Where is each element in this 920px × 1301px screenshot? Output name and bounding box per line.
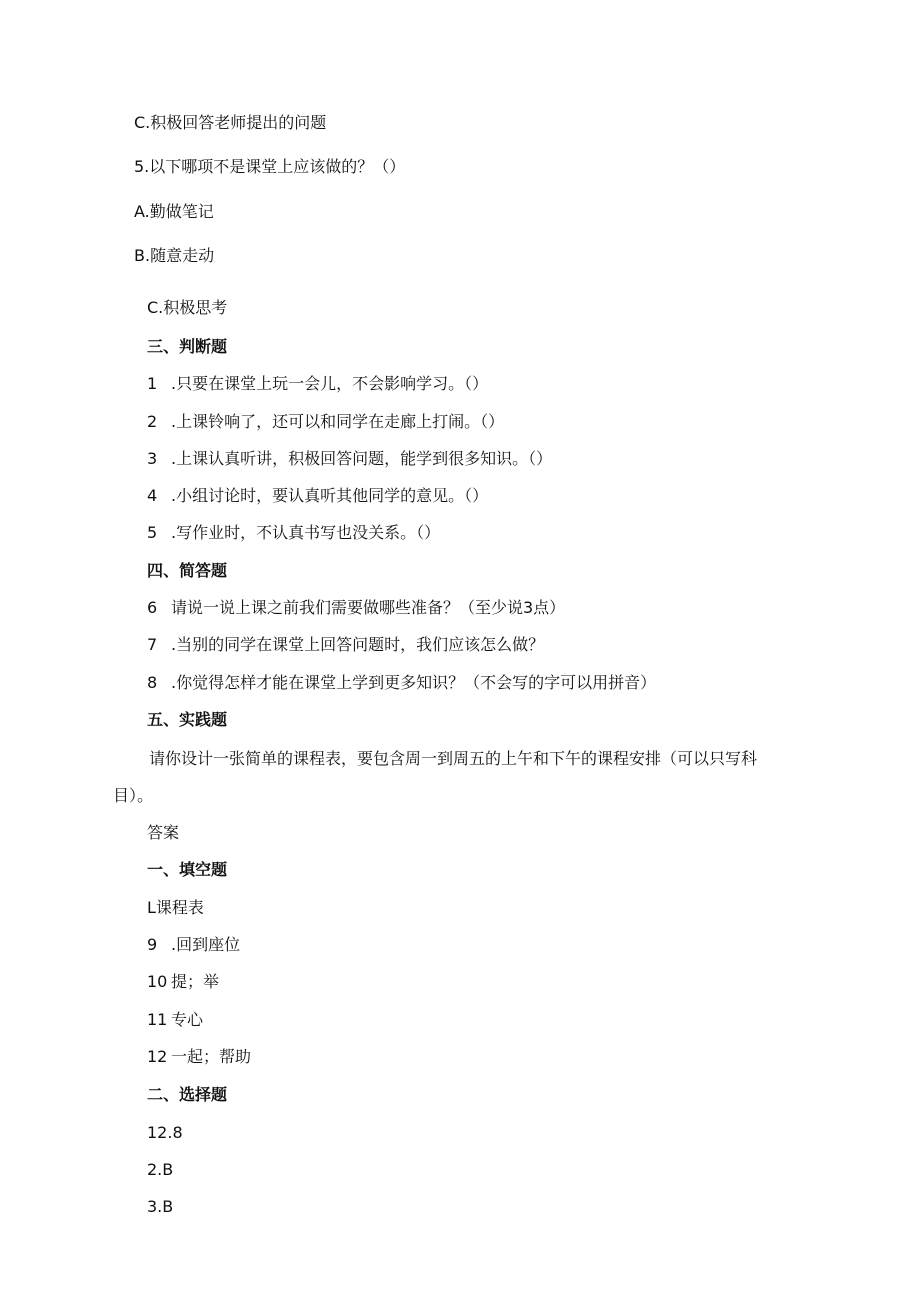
q5-option-a: A.勤做笔记 — [134, 202, 214, 221]
answer-fill-10: 10 提；举 — [147, 972, 220, 991]
answer-fill-12: 12 一起；帮助 — [147, 1047, 252, 1066]
section-3-heading: 三、判断题 — [147, 337, 228, 356]
judge-item-3: 3 .上课认真听讲，积极回答问题，能学到很多知识。（） — [147, 449, 553, 468]
judge-item-4: 4 .小组讨论时，要认真听其他同学的意见。（） — [147, 486, 489, 505]
section-4-heading: 四、简答题 — [147, 561, 228, 580]
answers-choice-heading: 二、选择题 — [147, 1085, 228, 1104]
answer-fill-9: 9 .回到座位 — [147, 935, 241, 954]
answer-fill-11: 11 专心 — [147, 1010, 204, 1029]
short-answer-8: 8 .你觉得怎样才能在课堂上学到更多知识？（不会写的字可以用拼音） — [147, 673, 657, 692]
answer-choice-3: 3.B — [147, 1197, 174, 1216]
short-answer-6: 6 请说一说上课之前我们需要做哪些准备？（至少说3点） — [147, 598, 566, 617]
section-5-heading: 五、实践题 — [147, 710, 228, 729]
short-answer-7: 7 .当别的同学在课堂上回答问题时，我们应该怎么做？ — [147, 635, 545, 654]
q5-question: 5.以下哪项不是课堂上应该做的？（） — [134, 157, 406, 176]
q4-option-c: C.积极回答老师提出的问题 — [134, 113, 327, 132]
judge-item-1: 1 .只要在课堂上玩一会儿，不会影响学习。（） — [147, 374, 489, 393]
judge-item-5: 5 .写作业时，不认真书写也没关系。（） — [147, 523, 441, 542]
practice-task-line-1: 请你设计一张简单的课程表，要包含周一到周五的上午和下午的课程安排（可以只写科 — [149, 749, 758, 768]
answers-title: 答案 — [147, 823, 180, 842]
judge-item-2: 2 .上课铃响了，还可以和同学在走廊上打闹。（） — [147, 412, 505, 431]
q5-option-b: B.随意走动 — [134, 246, 215, 265]
answer-choice-2: 2.B — [147, 1160, 174, 1179]
answer-fill-1: L课程表 — [147, 898, 204, 917]
answers-fill-heading: 一、填空题 — [147, 860, 228, 879]
q5-option-c: C.积极思考 — [147, 298, 228, 317]
practice-task-line-2: 目）。 — [113, 786, 154, 805]
answer-choice-1: 12.8 — [147, 1123, 183, 1142]
